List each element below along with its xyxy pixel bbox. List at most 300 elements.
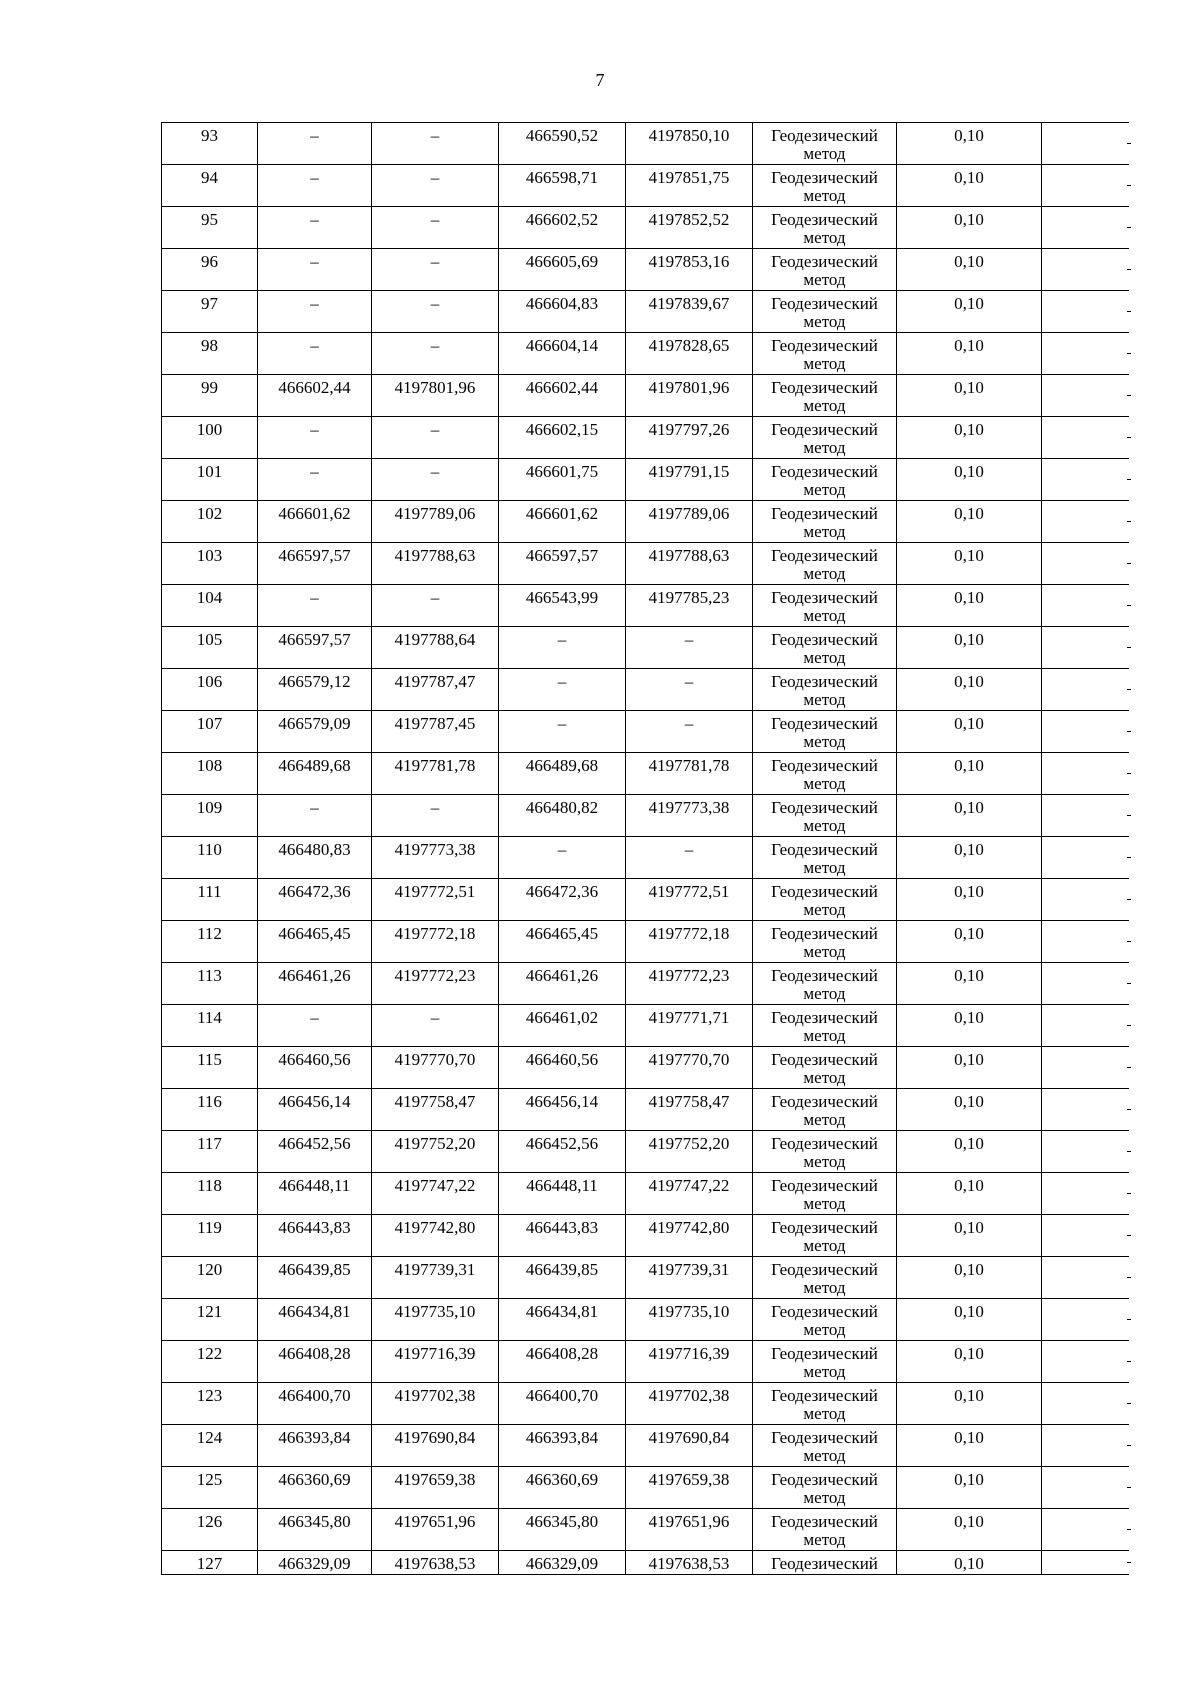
table-row bbox=[162, 669, 1129, 711]
y-existing-text: – bbox=[430, 210, 440, 229]
empty-cell bbox=[1042, 1299, 1129, 1341]
x-existing-text: – bbox=[310, 1008, 319, 1027]
y-new-cell bbox=[626, 249, 753, 291]
y-new-cell bbox=[626, 921, 753, 963]
method-text-line2: метод bbox=[803, 816, 846, 835]
table-row bbox=[162, 1299, 1129, 1341]
point-number-cell bbox=[162, 501, 258, 543]
method-text-line2: метод bbox=[803, 480, 846, 499]
edge-tick bbox=[1127, 1529, 1131, 1530]
point-number-text: 127 bbox=[196, 1554, 223, 1573]
point-number-cell bbox=[162, 879, 258, 921]
x-existing-cell bbox=[258, 795, 372, 837]
method-text: Геодезический bbox=[771, 504, 878, 523]
y-existing-text: 4197801,96 bbox=[394, 378, 476, 397]
y-existing-text: 4197789,06 bbox=[394, 504, 476, 523]
y-new-cell bbox=[626, 459, 753, 501]
accuracy-cell bbox=[897, 1299, 1042, 1341]
x-existing-text: – bbox=[310, 210, 319, 229]
method-text-line2: метод bbox=[803, 144, 846, 163]
point-number-cell bbox=[162, 1425, 258, 1467]
x-existing-text: 466597,57 bbox=[278, 546, 351, 565]
accuracy-text: 0,10 bbox=[954, 798, 984, 817]
x-existing-cell bbox=[258, 1383, 372, 1425]
method-cell bbox=[753, 459, 897, 501]
y-new-cell bbox=[626, 1257, 753, 1299]
point-number-text: 94 bbox=[201, 168, 218, 187]
y-new-cell bbox=[626, 795, 753, 837]
table-row bbox=[162, 879, 1129, 921]
y-new-cell bbox=[626, 1005, 753, 1047]
edge-tick bbox=[1127, 899, 1131, 900]
x-existing-cell bbox=[258, 627, 372, 669]
x-existing-text: 466400,70 bbox=[278, 1386, 351, 1405]
method-cell bbox=[753, 1257, 897, 1299]
x-existing-cell bbox=[258, 1173, 372, 1215]
y-existing-text: 4197772,51 bbox=[394, 882, 476, 901]
y-new-text: – bbox=[684, 840, 694, 859]
point-number-cell bbox=[162, 1299, 258, 1341]
table-row bbox=[162, 1341, 1129, 1383]
x-new-cell bbox=[499, 1467, 626, 1509]
x-new-cell bbox=[499, 1425, 626, 1467]
y-existing-text: 4197772,18 bbox=[394, 924, 476, 943]
point-number-text: 125 bbox=[196, 1470, 223, 1489]
y-existing-text: 4197770,70 bbox=[394, 1050, 476, 1069]
point-number-text: 102 bbox=[196, 504, 223, 523]
y-existing-cell bbox=[372, 1005, 499, 1047]
accuracy-text: 0,10 bbox=[954, 294, 984, 313]
accuracy-cell bbox=[897, 501, 1042, 543]
point-number-text: 121 bbox=[196, 1302, 223, 1321]
accuracy-text: 0,10 bbox=[954, 210, 984, 229]
y-existing-cell bbox=[372, 375, 499, 417]
y-existing-text: – bbox=[430, 336, 440, 355]
table-row bbox=[162, 963, 1129, 1005]
x-new-text: 466465,45 bbox=[525, 924, 599, 943]
method-text-line2: метод bbox=[803, 732, 846, 751]
table-row bbox=[162, 921, 1129, 963]
point-number-text: 95 bbox=[201, 210, 218, 229]
accuracy-text: 0,10 bbox=[954, 882, 984, 901]
method-text: Геодезический bbox=[771, 714, 878, 733]
method-cell bbox=[753, 963, 897, 1005]
method-text-line2: метод bbox=[803, 564, 846, 583]
x-existing-text: – bbox=[310, 126, 319, 145]
method-cell bbox=[753, 1299, 897, 1341]
x-existing-text: 466448,11 bbox=[278, 1176, 351, 1195]
empty-cell bbox=[1042, 1257, 1129, 1299]
x-new-text: 466543,99 bbox=[525, 588, 599, 607]
table-row bbox=[162, 417, 1129, 459]
point-number-cell bbox=[162, 585, 258, 627]
x-new-cell bbox=[499, 501, 626, 543]
method-text-line2: метод bbox=[803, 312, 846, 331]
x-new-cell bbox=[499, 1173, 626, 1215]
y-new-text: 4197781,78 bbox=[648, 756, 730, 775]
accuracy-cell bbox=[897, 291, 1042, 333]
edge-tick bbox=[1127, 479, 1131, 480]
x-new-cell bbox=[499, 585, 626, 627]
edge-tick bbox=[1127, 1235, 1131, 1236]
x-existing-cell bbox=[258, 1509, 372, 1551]
method-text-line2: метод bbox=[803, 1068, 846, 1087]
empty-cell bbox=[1042, 837, 1129, 879]
x-new-text: – bbox=[557, 840, 567, 859]
point-number-cell bbox=[162, 753, 258, 795]
table-row bbox=[162, 1215, 1129, 1257]
y-new-text: – bbox=[684, 672, 694, 691]
edge-tick bbox=[1127, 311, 1131, 312]
empty-cell bbox=[1042, 753, 1129, 795]
y-new-cell bbox=[626, 669, 753, 711]
y-new-cell bbox=[626, 753, 753, 795]
method-text-line2: метод bbox=[803, 606, 846, 625]
empty-cell bbox=[1042, 1551, 1129, 1575]
y-new-text: 4197702,38 bbox=[648, 1386, 730, 1405]
method-cell bbox=[753, 753, 897, 795]
accuracy-cell bbox=[897, 543, 1042, 585]
point-number-cell bbox=[162, 963, 258, 1005]
x-existing-cell bbox=[258, 711, 372, 753]
x-existing-text: – bbox=[310, 336, 319, 355]
y-new-text: 4197716,39 bbox=[648, 1344, 730, 1363]
edge-tick bbox=[1127, 353, 1131, 354]
method-text-line2: метод bbox=[803, 984, 846, 1003]
empty-cell bbox=[1042, 1005, 1129, 1047]
y-existing-text: – bbox=[430, 126, 440, 145]
x-existing-cell bbox=[258, 1089, 372, 1131]
x-existing-cell bbox=[258, 291, 372, 333]
accuracy-cell bbox=[897, 375, 1042, 417]
method-text: Геодезический bbox=[771, 672, 878, 691]
point-number-cell bbox=[162, 459, 258, 501]
x-existing-cell bbox=[258, 1257, 372, 1299]
empty-cell bbox=[1042, 1089, 1129, 1131]
accuracy-text: 0,10 bbox=[954, 924, 984, 943]
y-existing-text: 4197747,22 bbox=[394, 1176, 476, 1195]
y-new-cell bbox=[626, 123, 753, 165]
x-existing-text: 466452,56 bbox=[278, 1134, 351, 1153]
table-row bbox=[162, 333, 1129, 375]
point-number-text: 108 bbox=[196, 756, 223, 775]
x-existing-cell bbox=[258, 963, 372, 1005]
x-existing-cell bbox=[258, 459, 372, 501]
y-new-text: 4197853,16 bbox=[648, 252, 730, 271]
x-new-cell bbox=[499, 459, 626, 501]
point-number-text: 101 bbox=[196, 462, 223, 481]
method-text-line2: метод bbox=[803, 522, 846, 541]
accuracy-cell bbox=[897, 1047, 1042, 1089]
edge-tick bbox=[1127, 647, 1131, 648]
method-cell bbox=[753, 1509, 897, 1551]
table-row bbox=[162, 207, 1129, 249]
method-text: Геодезический bbox=[771, 168, 878, 187]
y-new-text: 4197852,52 bbox=[648, 210, 730, 229]
empty-cell bbox=[1042, 711, 1129, 753]
table-body bbox=[162, 123, 1129, 1575]
method-text: Геодезический bbox=[771, 1260, 878, 1279]
accuracy-cell bbox=[897, 1425, 1042, 1467]
x-existing-text: 466345,80 bbox=[278, 1512, 351, 1531]
y-new-text: 4197839,67 bbox=[648, 294, 730, 313]
x-new-text: 466439,85 bbox=[525, 1260, 599, 1279]
x-new-text: 466443,83 bbox=[525, 1218, 599, 1237]
point-number-cell bbox=[162, 837, 258, 879]
x-new-cell bbox=[499, 417, 626, 459]
empty-cell bbox=[1042, 207, 1129, 249]
method-text-line2: метод bbox=[803, 1236, 846, 1255]
accuracy-cell bbox=[897, 417, 1042, 459]
accuracy-cell bbox=[897, 711, 1042, 753]
x-existing-cell bbox=[258, 165, 372, 207]
point-number-cell bbox=[162, 1509, 258, 1551]
y-new-cell bbox=[626, 207, 753, 249]
x-existing-cell bbox=[258, 585, 372, 627]
x-existing-text: – bbox=[310, 798, 319, 817]
empty-cell bbox=[1042, 1047, 1129, 1089]
accuracy-text: 0,10 bbox=[954, 462, 984, 481]
method-text: Геодезический bbox=[771, 210, 878, 229]
x-existing-text: 466601,62 bbox=[278, 504, 351, 523]
y-new-text: 4197788,63 bbox=[648, 546, 730, 565]
table-row bbox=[162, 543, 1129, 585]
x-new-text: 466472,36 bbox=[525, 882, 599, 901]
accuracy-text: 0,10 bbox=[954, 630, 984, 649]
table-row bbox=[162, 1131, 1129, 1173]
accuracy-cell bbox=[897, 249, 1042, 291]
point-number-text: 105 bbox=[196, 630, 223, 649]
x-new-text: 466461,02 bbox=[525, 1008, 599, 1027]
point-number-text: 115 bbox=[197, 1050, 222, 1069]
accuracy-text: 0,10 bbox=[954, 1344, 984, 1363]
accuracy-cell bbox=[897, 585, 1042, 627]
method-text: Геодезический bbox=[771, 126, 878, 145]
x-existing-cell bbox=[258, 375, 372, 417]
empty-cell bbox=[1042, 627, 1129, 669]
empty-cell bbox=[1042, 459, 1129, 501]
accuracy-cell bbox=[897, 627, 1042, 669]
x-new-cell bbox=[499, 1509, 626, 1551]
accuracy-text: 0,10 bbox=[954, 1428, 984, 1447]
x-new-cell bbox=[499, 1299, 626, 1341]
y-existing-text: 4197758,47 bbox=[394, 1092, 476, 1111]
y-new-cell bbox=[626, 1173, 753, 1215]
x-existing-cell bbox=[258, 1467, 372, 1509]
y-new-cell bbox=[626, 291, 753, 333]
y-existing-text: 4197773,38 bbox=[394, 840, 476, 859]
x-new-text: 466604,83 bbox=[525, 294, 599, 313]
y-existing-cell bbox=[372, 585, 499, 627]
x-existing-text: 466602,44 bbox=[278, 378, 351, 397]
point-number-text: 119 bbox=[197, 1218, 222, 1237]
method-text: Геодезический bbox=[771, 1302, 878, 1321]
y-existing-text: – bbox=[430, 588, 440, 607]
edge-tick bbox=[1127, 1193, 1131, 1194]
x-existing-text: – bbox=[310, 252, 319, 271]
accuracy-cell bbox=[897, 123, 1042, 165]
method-text: Геодезический bbox=[771, 1512, 878, 1531]
x-new-text: 466601,75 bbox=[525, 462, 599, 481]
edge-tick bbox=[1127, 1562, 1131, 1563]
x-new-cell bbox=[499, 207, 626, 249]
method-cell bbox=[753, 1005, 897, 1047]
x-new-cell bbox=[499, 291, 626, 333]
x-new-cell bbox=[499, 375, 626, 417]
y-new-text: 4197690,84 bbox=[648, 1428, 730, 1447]
point-number-text: 106 bbox=[196, 672, 223, 691]
method-text-line2: метод bbox=[803, 270, 846, 289]
method-text-line2: метод bbox=[803, 228, 846, 247]
y-new-cell bbox=[626, 543, 753, 585]
method-text: Геодезический bbox=[771, 462, 878, 481]
x-existing-text: 466434,81 bbox=[278, 1302, 351, 1321]
method-cell bbox=[753, 249, 897, 291]
x-existing-cell bbox=[258, 1425, 372, 1467]
x-new-text: 466605,69 bbox=[525, 252, 599, 271]
y-new-text: 4197789,06 bbox=[648, 504, 730, 523]
page-number: 7 bbox=[595, 70, 605, 90]
method-text: Геодезический bbox=[771, 1218, 878, 1237]
point-number-text: 96 bbox=[201, 252, 218, 271]
x-existing-text: – bbox=[310, 168, 319, 187]
x-existing-text: 466480,83 bbox=[278, 840, 351, 859]
x-existing-cell bbox=[258, 669, 372, 711]
edge-tick bbox=[1127, 563, 1131, 564]
method-cell bbox=[753, 795, 897, 837]
y-new-text: 4197772,18 bbox=[648, 924, 730, 943]
point-number-cell bbox=[162, 417, 258, 459]
x-existing-cell bbox=[258, 753, 372, 795]
accuracy-text: 0,10 bbox=[954, 1470, 984, 1489]
method-cell bbox=[753, 543, 897, 585]
y-new-text: 4197747,22 bbox=[648, 1176, 730, 1195]
y-new-cell bbox=[626, 585, 753, 627]
edge-tick bbox=[1127, 1109, 1131, 1110]
y-existing-text: 4197638,53 bbox=[394, 1554, 476, 1573]
method-cell bbox=[753, 585, 897, 627]
y-new-cell bbox=[626, 1299, 753, 1341]
x-existing-cell bbox=[258, 249, 372, 291]
x-existing-text: – bbox=[310, 462, 319, 481]
empty-cell bbox=[1042, 165, 1129, 207]
y-existing-cell bbox=[372, 1215, 499, 1257]
accuracy-cell bbox=[897, 1215, 1042, 1257]
y-existing-text: – bbox=[430, 420, 440, 439]
point-number-text: 114 bbox=[197, 1008, 222, 1027]
x-existing-cell bbox=[258, 543, 372, 585]
edge-tick bbox=[1127, 1403, 1131, 1404]
y-new-text: 4197791,15 bbox=[648, 462, 730, 481]
y-new-text: 4197772,51 bbox=[648, 882, 730, 901]
y-existing-cell bbox=[372, 669, 499, 711]
method-text-line2: метод bbox=[803, 1194, 846, 1213]
accuracy-cell bbox=[897, 837, 1042, 879]
point-number-cell bbox=[162, 1467, 258, 1509]
x-new-text: 466602,52 bbox=[525, 210, 599, 229]
x-existing-text: 466408,28 bbox=[278, 1344, 351, 1363]
point-number-text: 126 bbox=[196, 1512, 223, 1531]
accuracy-cell bbox=[897, 1089, 1042, 1131]
accuracy-cell bbox=[897, 1467, 1042, 1509]
method-cell bbox=[753, 333, 897, 375]
x-new-text: – bbox=[557, 672, 567, 691]
method-cell bbox=[753, 165, 897, 207]
method-text: Геодезический bbox=[771, 1344, 878, 1363]
method-text-line2: метод bbox=[803, 1446, 846, 1465]
accuracy-text: 0,10 bbox=[954, 588, 984, 607]
accuracy-text: 0,10 bbox=[954, 126, 984, 145]
table-row bbox=[162, 291, 1129, 333]
method-cell bbox=[753, 627, 897, 669]
y-existing-cell bbox=[372, 543, 499, 585]
method-text: Геодезический bbox=[771, 840, 878, 859]
method-text-line2: метод bbox=[803, 1320, 846, 1339]
method-text-line2: метод bbox=[803, 1110, 846, 1129]
empty-cell bbox=[1042, 1131, 1129, 1173]
method-text: Геодезический bbox=[771, 1386, 878, 1405]
point-number-cell bbox=[162, 1383, 258, 1425]
method-cell bbox=[753, 501, 897, 543]
point-number-text: 122 bbox=[196, 1344, 223, 1363]
accuracy-cell bbox=[897, 963, 1042, 1005]
method-text: Геодезический bbox=[771, 1050, 878, 1069]
method-text-line2: метод bbox=[803, 858, 846, 877]
x-existing-cell bbox=[258, 417, 372, 459]
x-new-text: 466345,80 bbox=[525, 1512, 599, 1531]
y-new-cell bbox=[626, 963, 753, 1005]
point-number-text: 111 bbox=[197, 882, 222, 901]
x-existing-cell bbox=[258, 1215, 372, 1257]
accuracy-text: 0,10 bbox=[954, 1260, 984, 1279]
table-row bbox=[162, 837, 1129, 879]
x-new-cell bbox=[499, 879, 626, 921]
point-number-cell bbox=[162, 207, 258, 249]
method-text: Геодезический bbox=[771, 1092, 878, 1111]
table-row bbox=[162, 1173, 1129, 1215]
empty-cell bbox=[1042, 1215, 1129, 1257]
method-cell bbox=[753, 417, 897, 459]
table-row bbox=[162, 459, 1129, 501]
x-new-cell bbox=[499, 543, 626, 585]
edge-tick bbox=[1127, 731, 1131, 732]
y-new-text: 4197773,38 bbox=[648, 798, 730, 817]
empty-cell bbox=[1042, 585, 1129, 627]
empty-cell bbox=[1042, 1425, 1129, 1467]
method-text: Геодезический bbox=[771, 756, 878, 775]
empty-cell bbox=[1042, 963, 1129, 1005]
method-text: Геодезический bbox=[771, 630, 878, 649]
x-new-text: – bbox=[557, 630, 567, 649]
point-number-cell bbox=[162, 795, 258, 837]
point-number-text: 120 bbox=[196, 1260, 223, 1279]
x-new-text: 466461,26 bbox=[525, 966, 599, 985]
point-number-text: 97 bbox=[201, 294, 218, 313]
x-new-cell bbox=[499, 627, 626, 669]
accuracy-text: 0,10 bbox=[954, 546, 984, 565]
method-cell bbox=[753, 1341, 897, 1383]
y-new-text: 4197651,96 bbox=[648, 1512, 730, 1531]
method-text: Геодезический bbox=[771, 294, 878, 313]
empty-cell bbox=[1042, 501, 1129, 543]
table-row bbox=[162, 1383, 1129, 1425]
method-text: Геодезический bbox=[771, 798, 878, 817]
x-existing-cell bbox=[258, 1005, 372, 1047]
method-cell bbox=[753, 1215, 897, 1257]
y-new-cell bbox=[626, 711, 753, 753]
point-number-cell bbox=[162, 543, 258, 585]
y-existing-text: 4197772,23 bbox=[394, 966, 476, 985]
